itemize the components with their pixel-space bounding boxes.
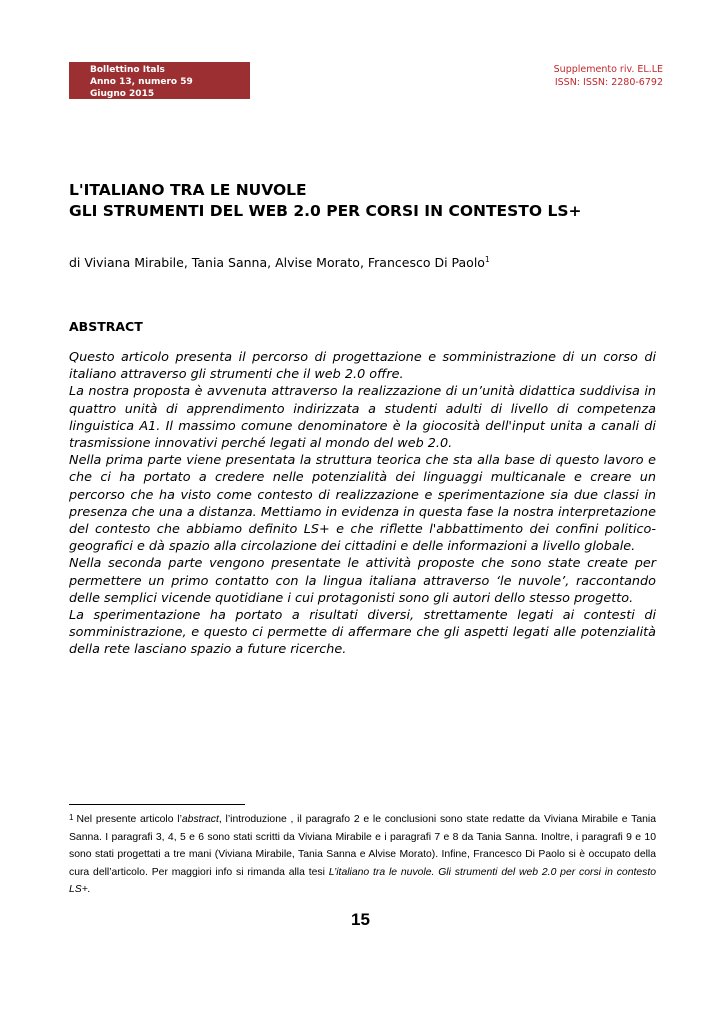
abstract-paragraph: La nostra proposta è avvenuta attraverso la realizzazione di un’unità didattica suddivisa in quattro unità di apprendimento indirizzata a studenti adulti di livello di competenza linguistica A1. Il massimo comune denominatore è la giocosità dell'input unita a canali di trasmissione innovativi perché legati al mondo del web 2.0. <box>69 384 656 452</box>
footnote-thesis-title: L’italiano tra le nuvole. Gli strumenti del web 2.0 per corsi in contesto LS+. <box>69 866 656 896</box>
issn: ISSN: ISSN: 2280-6792 <box>554 77 663 88</box>
footnote-divider <box>69 804 245 805</box>
authors-line <box>69 254 490 272</box>
journal-date: Giugno 2015 <box>90 89 155 99</box>
footnote-ref[interactable]: 1 <box>484 255 490 264</box>
abstract-paragraph: Questo articolo presenta il percorso di progettazione e somministrazione di un corso di italiano attraverso gli strumenti che il web 2.0 offre. <box>69 350 656 383</box>
page-number: 15 <box>351 910 370 929</box>
journal-header-box <box>69 62 250 99</box>
footnote-text: , l’introduzione , il paragrafo 2 e le conclusioni sono state redatte da Viviana Mirabile e Tania Sanna. I paragrafi 3, 4, 5 e 6 sono stati scritti da Viviana Mirabile e i paragrafi 7 e 8 da Tania Sanna. Inoltre, i paragrafi 9 e 10 sono stati progettati a tre mani (Viviana Mirabile, Tania Sanna e Alvise Morato). Infine, Francesco Di Paolo si è occupato della cura dell’articolo. Per maggiori info si rimanda alla tesi <box>69 814 656 878</box>
supplement-info <box>554 63 663 89</box>
title-line-1: L'ITALIANO TRA LE NUVOLE <box>69 181 307 199</box>
supplement-name: Supplemento riv. EL.LE <box>553 64 663 75</box>
journal-issue: Anno 13, numero 59 <box>90 77 193 87</box>
authors-text: di Viviana Mirabile, Tania Sanna, Alvise Morato, Francesco Di Paolo <box>69 255 485 270</box>
article-title <box>69 180 669 222</box>
abstract-paragraph: Nella prima parte viene presentata la struttura teorica che sta alla base di questo lavoro e che ci ha portato a credere nelle potenzialità dei linguaggi multicanale e creare un percorso che ha visto come contesto di realizzazione e sperimentazione sia due classi in presenza che una a distanza. Mettiamo in evidenza in questa fase la nostra interpretazione del contesto che abbiamo definito LS+ e che riflette l'abbattimento dei confini politico-geografici e dà spazio alla circolazione dei cittadini e delle informazioni a livello globale. <box>69 453 656 555</box>
footnote <box>69 811 656 899</box>
abstract-paragraph: Nella seconda parte vengono presentate le attività proposte che sono state create per permettere un primo contatto con la lingua italiana attraverso ‘le nuvole’, raccontando delle semplici vicende quotidiane i cui protagonisti sono gli autori dello stesso progetto. <box>69 556 656 606</box>
journal-name: Bollettino Itals <box>90 65 165 75</box>
footnote-text: Nel presente articolo l’ <box>76 814 182 825</box>
footnote-mark: 1 <box>69 813 74 822</box>
footnote-italic: abstract <box>181 814 219 825</box>
abstract-heading: ABSTRACT <box>69 319 143 334</box>
title-line-2: GLI STRUMENTI DEL WEB 2.0 PER CORSI IN CONTESTO LS+ <box>69 202 582 220</box>
abstract-body <box>69 349 656 659</box>
abstract-paragraph: La sperimentazione ha portato a risultati diversi, strettamente legati ai contesti di somministrazione, e questo ci permette di affermare che gli aspetti legati alle potenzialità della rete lasciano spazio a future ricerche. <box>69 608 656 658</box>
